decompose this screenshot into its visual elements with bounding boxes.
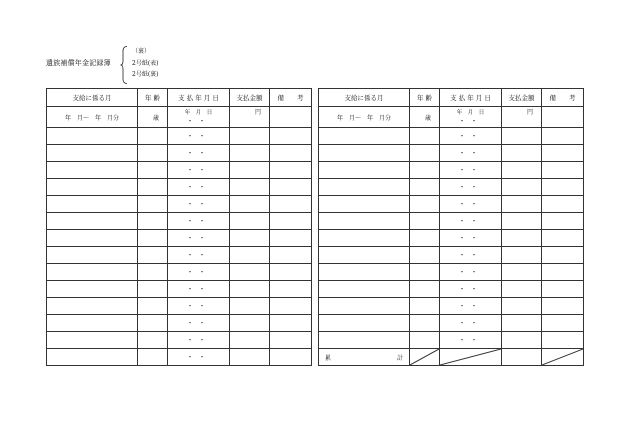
diagonal-slash	[410, 349, 439, 365]
remarks-cell	[270, 107, 312, 128]
age-cell	[138, 298, 168, 315]
first-entry-row	[319, 107, 584, 128]
paydate-cell	[168, 247, 230, 264]
sheet-type-item: （裏）	[132, 48, 151, 55]
date-dots: ・・	[186, 149, 211, 157]
period-cell	[319, 179, 410, 196]
remarks-cell	[542, 128, 584, 145]
age-cell	[138, 196, 168, 213]
ledger-table-left	[46, 88, 312, 366]
period-cell	[319, 298, 410, 315]
amount-cell	[502, 230, 542, 247]
age-cell	[410, 315, 440, 332]
age-cell	[138, 107, 168, 128]
paydate-cell	[440, 315, 502, 332]
period-cell	[47, 247, 138, 264]
ledger-title: 遺族補償年金記録簿	[46, 59, 111, 67]
age-cell	[410, 179, 440, 196]
date-dots: ・・	[458, 117, 483, 125]
period-cell	[319, 332, 410, 349]
ledger-table-right	[318, 88, 584, 366]
remarks-cell	[270, 213, 312, 230]
amount-unit: 円	[526, 109, 533, 116]
paydate-cell	[168, 162, 230, 179]
paydate-cell	[168, 298, 230, 315]
ledger-row	[47, 298, 312, 315]
paydate-cell	[168, 281, 230, 298]
total-label	[319, 353, 409, 362]
ledger-row	[47, 179, 312, 196]
amount-cell	[230, 349, 270, 366]
period-cell	[319, 162, 410, 179]
ledger-row	[47, 332, 312, 349]
remarks-cell	[542, 298, 584, 315]
date-dots: ・・	[186, 217, 211, 225]
ledger-row	[319, 145, 584, 162]
amount-cell	[230, 145, 270, 162]
remarks-cell	[542, 230, 584, 247]
ledger-row	[319, 179, 584, 196]
paydate-cell	[440, 107, 502, 128]
paydate-cell	[168, 213, 230, 230]
period-cell	[319, 315, 410, 332]
date-label: 年 月 日	[456, 110, 485, 116]
date-dots: ・・	[186, 117, 211, 125]
paydate-cell	[440, 145, 502, 162]
slashed-cell	[542, 349, 584, 366]
total-label-right: 計	[396, 354, 403, 362]
amount-cell	[230, 264, 270, 281]
period-cell: 年 月～ 年 月分	[47, 107, 138, 128]
remarks-cell	[542, 179, 584, 196]
remarks-cell	[270, 349, 312, 366]
age-unit: 歳	[152, 114, 159, 122]
amount-cell	[230, 247, 270, 264]
age-cell	[410, 196, 440, 213]
ledger-row	[319, 162, 584, 179]
paydate-cell	[440, 230, 502, 247]
slashed-cell	[410, 349, 440, 366]
paydate-cell	[440, 332, 502, 349]
age-cell	[410, 230, 440, 247]
remarks-cell	[270, 264, 312, 281]
date-dots: ・・	[186, 251, 211, 259]
period-cell	[47, 281, 138, 298]
curly-brace-icon	[120, 46, 128, 84]
column-header-remarks: 備 考	[270, 89, 312, 107]
paydate-cell	[440, 247, 502, 264]
remarks-cell	[542, 213, 584, 230]
age-cell	[138, 145, 168, 162]
column-header-age: 年 齢	[138, 89, 168, 107]
column-header-remarks: 備 考	[542, 89, 584, 107]
amount-cell	[502, 281, 542, 298]
remarks-cell	[270, 281, 312, 298]
ledger-row	[319, 315, 584, 332]
ledger-row	[319, 264, 584, 281]
date-dots: ・・	[458, 200, 483, 208]
amount-cell	[502, 213, 542, 230]
date-dots: ・・	[458, 234, 483, 242]
diagonal-slash	[542, 349, 583, 365]
sheet-type-item: 2号紙(裏)	[132, 71, 159, 78]
amount-cell	[502, 298, 542, 315]
period-cell	[319, 213, 410, 230]
remarks-cell	[270, 196, 312, 213]
amount-total-cell	[502, 349, 542, 366]
age-cell	[410, 281, 440, 298]
date-dots: ・・	[458, 217, 483, 225]
age-cell	[410, 128, 440, 145]
date-dots: ・・	[186, 319, 211, 327]
total-label-left: 累	[325, 354, 332, 362]
remarks-cell	[542, 264, 584, 281]
remarks-cell	[542, 196, 584, 213]
amount-cell	[502, 315, 542, 332]
amount-cell	[230, 281, 270, 298]
amount-cell	[230, 162, 270, 179]
remarks-cell	[270, 145, 312, 162]
amount-cell	[230, 213, 270, 230]
ledger-row	[47, 315, 312, 332]
amount-cell	[230, 179, 270, 196]
ledger-row	[47, 145, 312, 162]
amount-cell	[230, 196, 270, 213]
amount-cell	[230, 298, 270, 315]
remarks-cell	[542, 247, 584, 264]
period-cell	[47, 315, 138, 332]
column-header-row	[47, 89, 312, 107]
ledger-row	[319, 281, 584, 298]
amount-cell	[230, 332, 270, 349]
ledger-row	[319, 298, 584, 315]
period-cell	[47, 162, 138, 179]
amount-cell	[230, 107, 270, 128]
amount-cell	[230, 128, 270, 145]
age-cell	[138, 332, 168, 349]
remarks-cell	[270, 332, 312, 349]
ledger-row	[319, 213, 584, 230]
amount-cell	[502, 247, 542, 264]
period-cell	[319, 196, 410, 213]
paydate-cell	[440, 213, 502, 230]
column-header-row	[319, 89, 584, 107]
ledger-row	[47, 230, 312, 247]
ledger-row	[47, 162, 312, 179]
amount-cell	[230, 230, 270, 247]
column-header-amount: 支払金額	[230, 89, 270, 107]
age-cell	[138, 349, 168, 366]
date-dots: ・・	[186, 336, 211, 344]
age-cell	[138, 315, 168, 332]
age-unit: 歳	[424, 114, 431, 122]
ledger-row	[47, 196, 312, 213]
period-cell	[319, 128, 410, 145]
period-cell	[319, 247, 410, 264]
ledger-row	[319, 230, 584, 247]
age-cell	[410, 264, 440, 281]
ledger-header	[46, 46, 246, 86]
paydate-cell	[440, 264, 502, 281]
age-cell	[138, 264, 168, 281]
paydate-cell	[168, 196, 230, 213]
paydate-cell	[168, 349, 230, 366]
remarks-cell	[270, 179, 312, 196]
amount-cell	[502, 162, 542, 179]
remarks-cell	[542, 332, 584, 349]
ledger-row	[47, 349, 312, 366]
column-header-amount: 支払金額	[502, 89, 542, 107]
date-dots: ・・	[458, 251, 483, 259]
date-dots: ・・	[186, 166, 211, 174]
date-dots: ・・	[458, 166, 483, 174]
paydate-cell	[440, 196, 502, 213]
paydate-cell	[440, 179, 502, 196]
amount-cell	[502, 145, 542, 162]
period-cell	[47, 128, 138, 145]
age-cell	[138, 281, 168, 298]
date-dots: ・・	[458, 149, 483, 157]
total-row	[319, 349, 584, 366]
period-cell	[47, 264, 138, 281]
period-cell	[47, 298, 138, 315]
column-header-paydate: 支 払 年 月 日	[440, 89, 502, 107]
remarks-cell	[542, 162, 584, 179]
period-cell	[319, 281, 410, 298]
period-cell	[47, 332, 138, 349]
ledger-row	[319, 247, 584, 264]
remarks-cell	[270, 230, 312, 247]
period-cell	[319, 145, 410, 162]
column-header-paydate: 支 払 年 月 日	[168, 89, 230, 107]
column-header-age: 年 齢	[410, 89, 440, 107]
date-dots: ・・	[186, 200, 211, 208]
period-cell	[47, 230, 138, 247]
paydate-cell	[440, 298, 502, 315]
column-header-month: 支給に係る月	[319, 89, 410, 107]
date-dots: ・・	[186, 353, 211, 361]
amount-cell	[230, 315, 270, 332]
age-cell	[138, 179, 168, 196]
slashed-cell	[440, 349, 502, 366]
period-cell	[319, 264, 410, 281]
date-dots: ・・	[458, 285, 483, 293]
age-cell	[138, 213, 168, 230]
remarks-cell	[542, 107, 584, 128]
ledger-row	[47, 281, 312, 298]
amount-cell	[502, 332, 542, 349]
ledger-row	[47, 247, 312, 264]
paydate-cell	[440, 128, 502, 145]
amount-cell	[502, 264, 542, 281]
ledger-row	[47, 264, 312, 281]
amount-unit: 円	[254, 109, 261, 116]
ledger-row	[319, 332, 584, 349]
age-cell	[410, 162, 440, 179]
date-dots: ・・	[186, 302, 211, 310]
age-cell	[138, 230, 168, 247]
remarks-cell	[270, 298, 312, 315]
ledger-row	[319, 196, 584, 213]
ledger-row	[319, 128, 584, 145]
paydate-cell	[168, 128, 230, 145]
paydate-cell	[440, 281, 502, 298]
period-cell: 年 月～ 年 月分	[319, 107, 410, 128]
date-label: 年 月 日	[184, 110, 213, 116]
sheet-type-list	[132, 46, 159, 81]
column-header-month: 支給に係る月	[47, 89, 138, 107]
date-dots: ・・	[458, 302, 483, 310]
remarks-cell	[542, 315, 584, 332]
amount-cell	[502, 196, 542, 213]
amount-cell	[502, 128, 542, 145]
paydate-cell	[440, 162, 502, 179]
date-dots: ・・	[186, 234, 211, 242]
paydate-cell	[168, 145, 230, 162]
remarks-cell	[542, 281, 584, 298]
paydate-cell	[168, 315, 230, 332]
remarks-cell	[270, 162, 312, 179]
date-dots: ・・	[458, 268, 483, 276]
period-cell	[47, 213, 138, 230]
age-cell	[410, 332, 440, 349]
age-cell	[410, 298, 440, 315]
age-cell	[410, 107, 440, 128]
diagonal-slash	[440, 349, 501, 365]
amount-cell	[502, 107, 542, 128]
date-dots: ・・	[186, 268, 211, 276]
period-cell	[319, 230, 410, 247]
date-dots: ・・	[458, 183, 483, 191]
paydate-cell	[168, 332, 230, 349]
date-dots: ・・	[458, 132, 483, 140]
paydate-cell	[168, 107, 230, 128]
first-entry-row	[47, 107, 312, 128]
date-dots: ・・	[186, 132, 211, 140]
age-cell	[410, 247, 440, 264]
ledger-row	[47, 213, 312, 230]
date-dots: ・・	[186, 183, 211, 191]
paydate-cell	[168, 230, 230, 247]
amount-cell	[502, 179, 542, 196]
period-cell	[47, 145, 138, 162]
age-cell	[410, 213, 440, 230]
paydate-cell	[168, 179, 230, 196]
age-cell	[138, 247, 168, 264]
total-label-cell	[319, 349, 410, 366]
date-dots: ・・	[458, 336, 483, 344]
remarks-cell	[270, 247, 312, 264]
date-dots: ・・	[458, 319, 483, 327]
period-cell	[47, 349, 138, 366]
paydate-cell	[168, 264, 230, 281]
remarks-cell	[270, 128, 312, 145]
remarks-cell	[542, 145, 584, 162]
ledger-row	[47, 128, 312, 145]
age-cell	[138, 128, 168, 145]
period-cell	[47, 179, 138, 196]
date-dots: ・・	[186, 285, 211, 293]
age-cell	[410, 145, 440, 162]
age-cell	[138, 162, 168, 179]
sheet-type-item: 2号紙(表)	[132, 59, 159, 67]
period-cell	[47, 196, 138, 213]
remarks-cell	[270, 315, 312, 332]
